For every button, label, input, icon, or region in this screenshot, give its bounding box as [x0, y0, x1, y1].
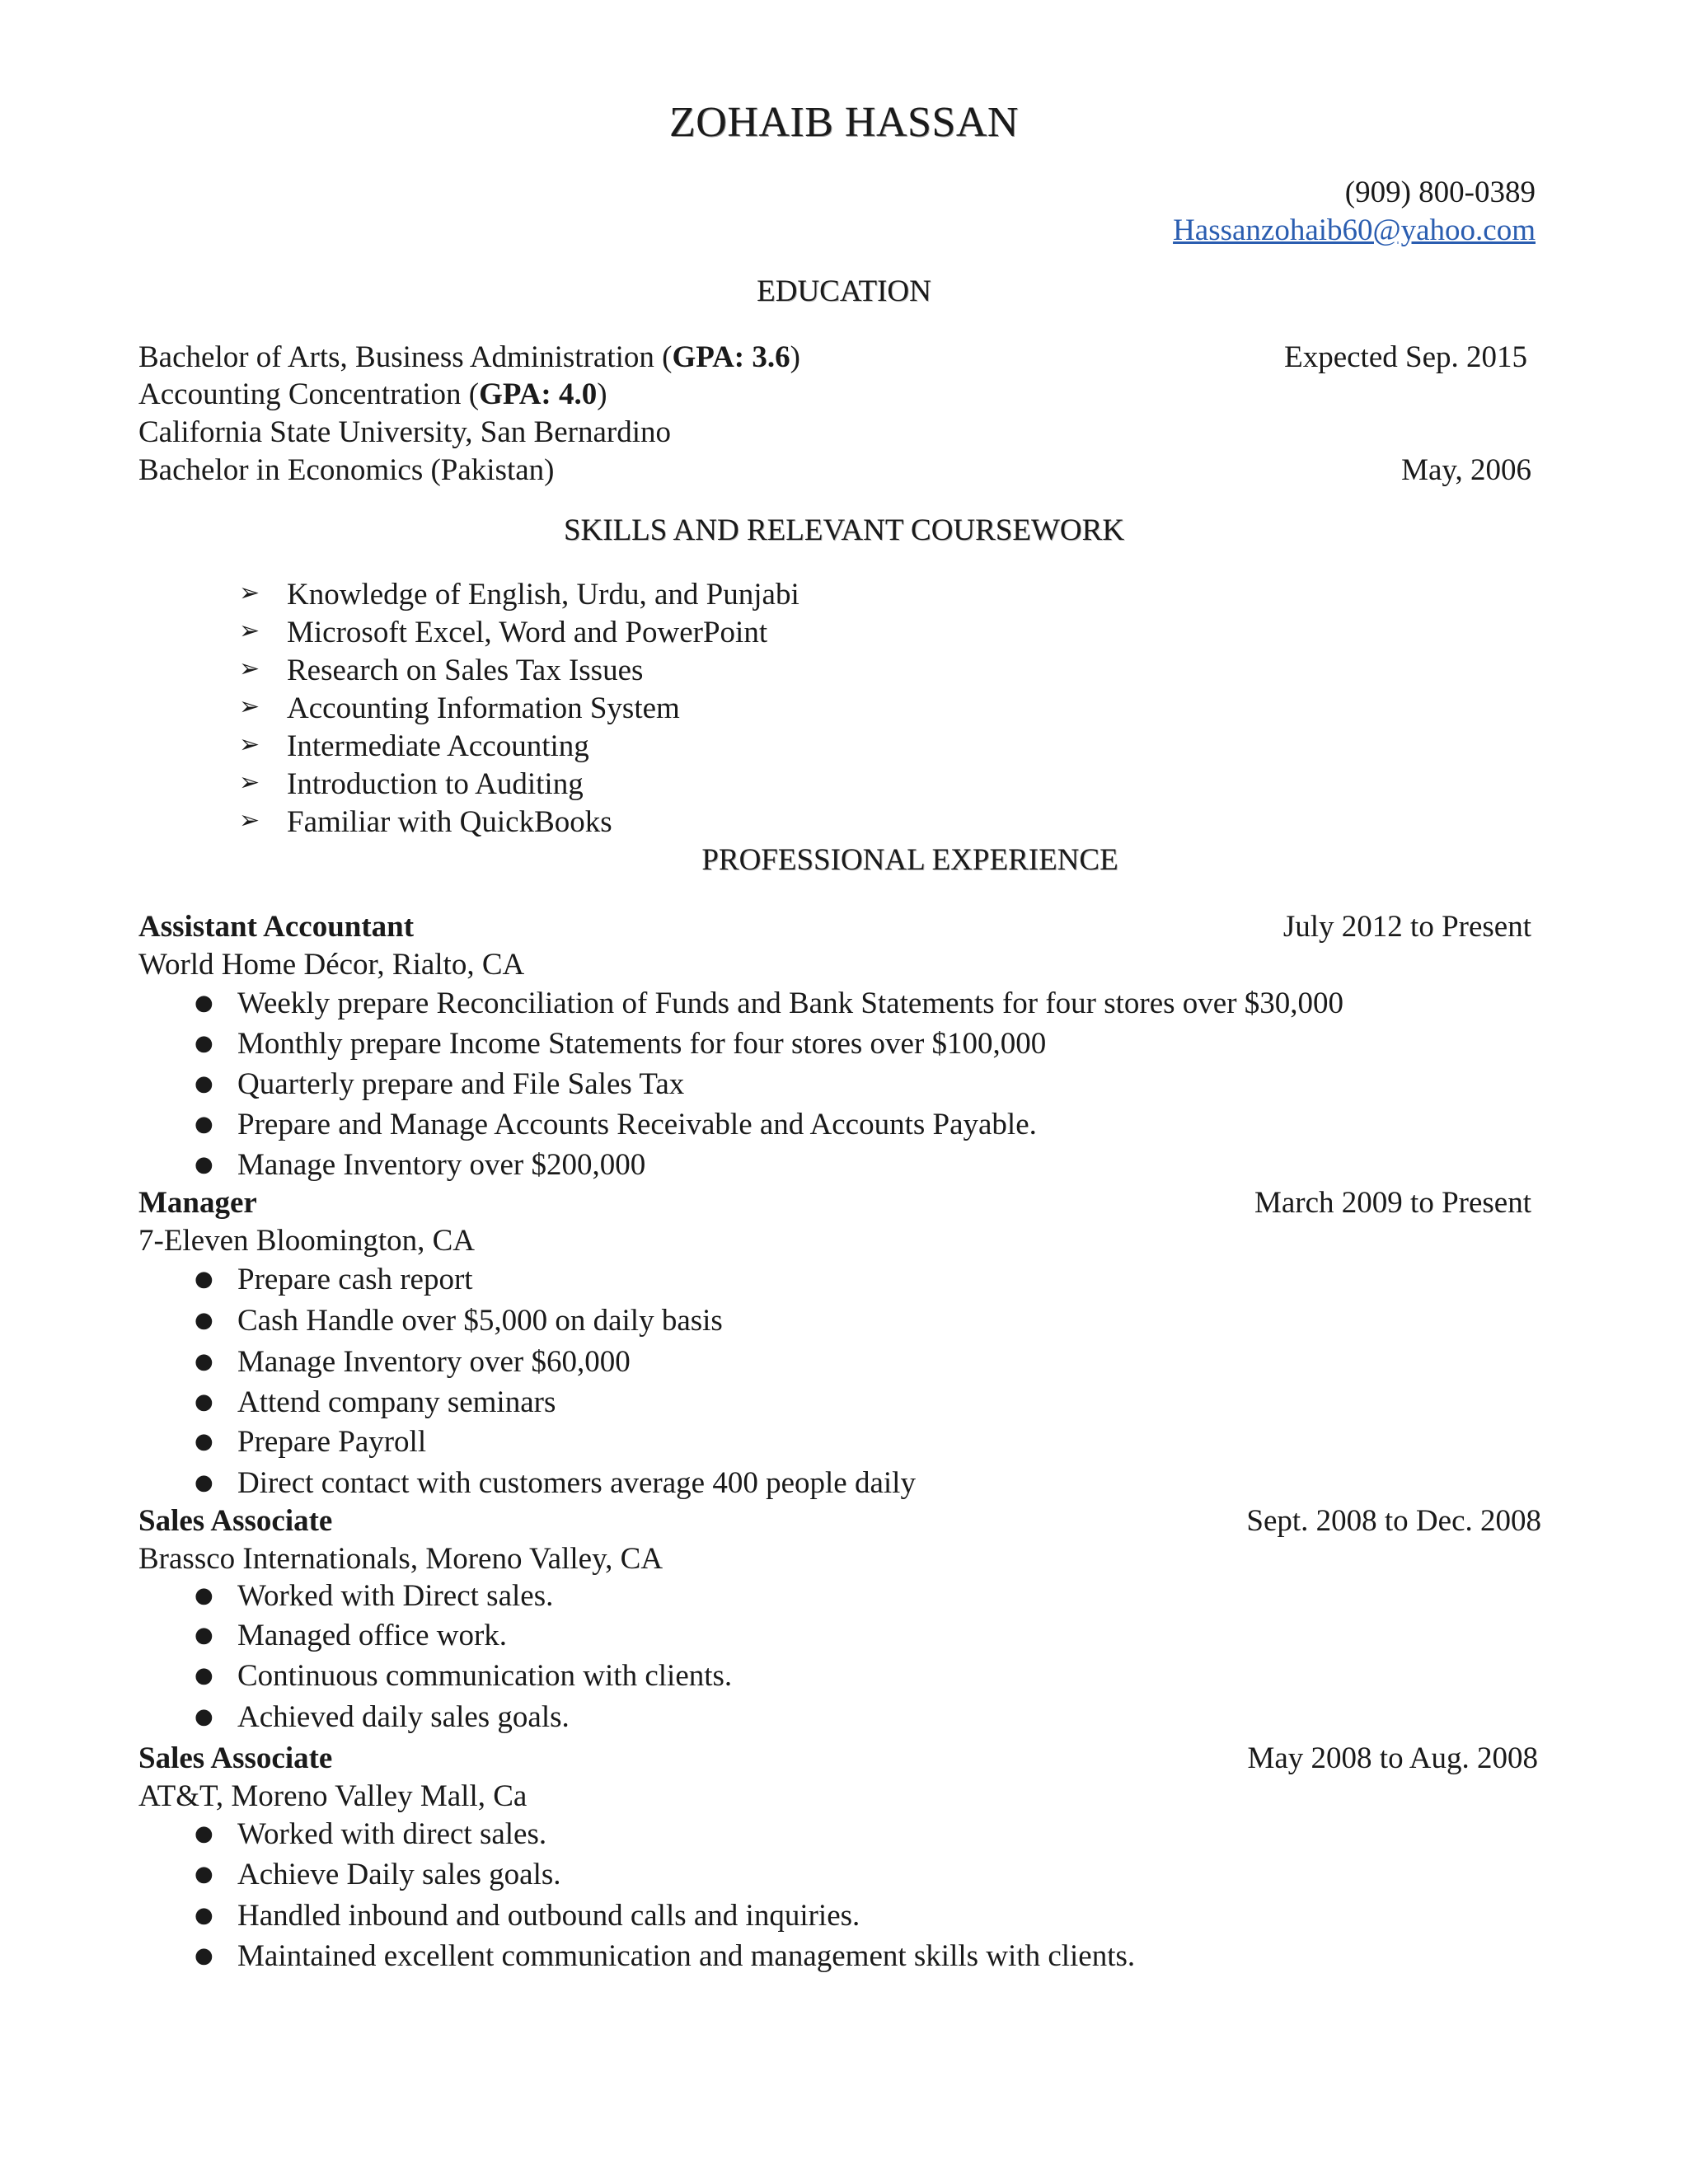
- arrowhead-bullet-icon: ➢: [239, 654, 260, 683]
- skill-item: Knowledge of English, Urdu, and Punjabi: [287, 578, 799, 612]
- job-bullet: Weekly prepare Reconciliation of Funds and Bank Statements for four stores over $30,000: [237, 987, 1344, 1020]
- job-company: Brassco Internationals, Moreno Valley, CA: [138, 1542, 663, 1576]
- arrowhead-bullet-icon: ➢: [239, 768, 260, 797]
- bullet-icon: ●: [195, 1704, 213, 1729]
- job-bullet: Achieve Daily sales goals.: [237, 1858, 561, 1891]
- arrowhead-bullet-icon: ➢: [239, 730, 260, 759]
- job-bullet: Worked with direct sales.: [237, 1817, 547, 1851]
- gpa-value: GPA: 4.0: [479, 377, 598, 411]
- arrowhead-bullet-icon: ➢: [239, 616, 260, 645]
- job-bullet: Continuous communication with clients.: [237, 1659, 733, 1693]
- skill-item: Intermediate Accounting: [287, 729, 589, 763]
- arrowhead-bullet-icon: ➢: [239, 806, 260, 835]
- bullet-icon: ●: [195, 1583, 213, 1608]
- concentration-text: Accounting Concentration (: [138, 377, 480, 411]
- bullet-icon: ●: [195, 1862, 213, 1886]
- job-dates: May 2008 to Aug. 2008: [1247, 1741, 1538, 1775]
- bullet-icon: ●: [195, 1821, 213, 1846]
- job-company: World Home Décor, Rialto, CA: [138, 948, 525, 982]
- skill-item: Research on Sales Tax Issues: [287, 654, 644, 687]
- bullet-icon: ●: [195, 1112, 213, 1137]
- job-bullet: Worked with Direct sales.: [237, 1579, 554, 1613]
- bullet-icon: ●: [195, 1349, 213, 1374]
- skills-heading: SKILLS AND RELEVANT COURSEWORK: [563, 513, 1125, 547]
- gpa-value: GPA: 3.6: [672, 340, 790, 374]
- job-bullet: Managed office work.: [237, 1619, 508, 1652]
- job-bullet: Cash Handle over $5,000 on daily basis: [237, 1304, 723, 1338]
- experience-heading: PROFESSIONAL EXPERIENCE: [701, 843, 1118, 877]
- bullet-icon: ●: [195, 1152, 213, 1177]
- job-bullet: Maintained excellent communication and management skills with clients.: [237, 1939, 1136, 1973]
- education-line-3: California State University, San Bernardino: [138, 415, 671, 449]
- arrowhead-bullet-icon: ➢: [239, 692, 260, 721]
- education-date-2: May, 2006: [1401, 453, 1531, 487]
- job-bullet: Prepare and Manage Accounts Receivable and Accounts Payable.: [237, 1108, 1037, 1141]
- job-bullet: Attend company seminars: [237, 1385, 556, 1419]
- concentration-suffix: ): [597, 377, 607, 411]
- education-date-1: Expected Sep. 2015: [1284, 340, 1527, 374]
- job-title: Manager: [138, 1186, 257, 1220]
- bullet-icon: ●: [195, 1943, 213, 1968]
- job-bullet: Prepare cash report: [237, 1263, 473, 1296]
- skill-item: Introduction to Auditing: [287, 767, 584, 801]
- bullet-icon: ●: [195, 1429, 213, 1454]
- job-bullet: Quarterly prepare and File Sales Tax: [237, 1067, 685, 1101]
- skill-item: Microsoft Excel, Word and PowerPoint: [287, 616, 768, 649]
- bullet-icon: ●: [195, 1390, 213, 1414]
- job-bullet: Prepare Payroll: [237, 1425, 427, 1459]
- phone-number: (909) 800-0389: [1344, 176, 1536, 209]
- education-line-1: [138, 340, 800, 376]
- bullet-icon: ●: [195, 1663, 213, 1688]
- job-title: Sales Associate: [138, 1504, 333, 1538]
- job-title: Assistant Accountant: [138, 910, 415, 944]
- skill-item: Accounting Information System: [287, 691, 680, 725]
- bullet-icon: ●: [195, 1071, 213, 1096]
- job-bullet: Manage Inventory over $200,000: [237, 1148, 646, 1182]
- bullet-icon: ●: [195, 1031, 213, 1056]
- skill-item: Familiar with QuickBooks: [287, 805, 612, 839]
- job-dates: Sept. 2008 to Dec. 2008: [1246, 1504, 1541, 1538]
- bullet-icon: ●: [195, 1308, 213, 1333]
- bullet-icon: ●: [195, 1903, 213, 1928]
- education-line-2: [138, 377, 607, 413]
- bullet-icon: ●: [195, 1623, 213, 1647]
- job-dates: March 2009 to Present: [1254, 1186, 1531, 1220]
- bullet-icon: ●: [195, 1267, 213, 1291]
- degree-suffix: ): [790, 340, 800, 374]
- bullet-icon: ●: [195, 1470, 213, 1495]
- email-link[interactable]: Hassanzohaib60@yahoo.com: [1173, 213, 1536, 247]
- job-bullet: Monthly prepare Income Statements for four stores over $100,000: [237, 1027, 1047, 1061]
- job-bullet: Achieved daily sales goals.: [237, 1700, 570, 1734]
- job-company: AT&T, Moreno Valley Mall, Ca: [138, 1779, 528, 1813]
- education-heading: EDUCATION: [757, 274, 931, 308]
- degree-text: Bachelor of Arts, Business Administration (: [138, 340, 673, 374]
- job-company: 7-Eleven Bloomington, CA: [138, 1224, 475, 1258]
- bullet-icon: ●: [195, 991, 213, 1015]
- job-title: Sales Associate: [138, 1741, 333, 1775]
- job-dates: July 2012 to Present: [1282, 910, 1531, 944]
- arrowhead-bullet-icon: ➢: [239, 579, 260, 607]
- job-bullet: Manage Inventory over $60,000: [237, 1345, 631, 1379]
- job-bullet: Direct contact with customers average 400 people daily: [237, 1466, 916, 1500]
- job-bullet: Handled inbound and outbound calls and inquiries.: [237, 1899, 860, 1933]
- education-line-4: Bachelor in Economics (Pakistan): [138, 453, 555, 487]
- candidate-name: ZOHAIB HASSAN: [669, 99, 1019, 146]
